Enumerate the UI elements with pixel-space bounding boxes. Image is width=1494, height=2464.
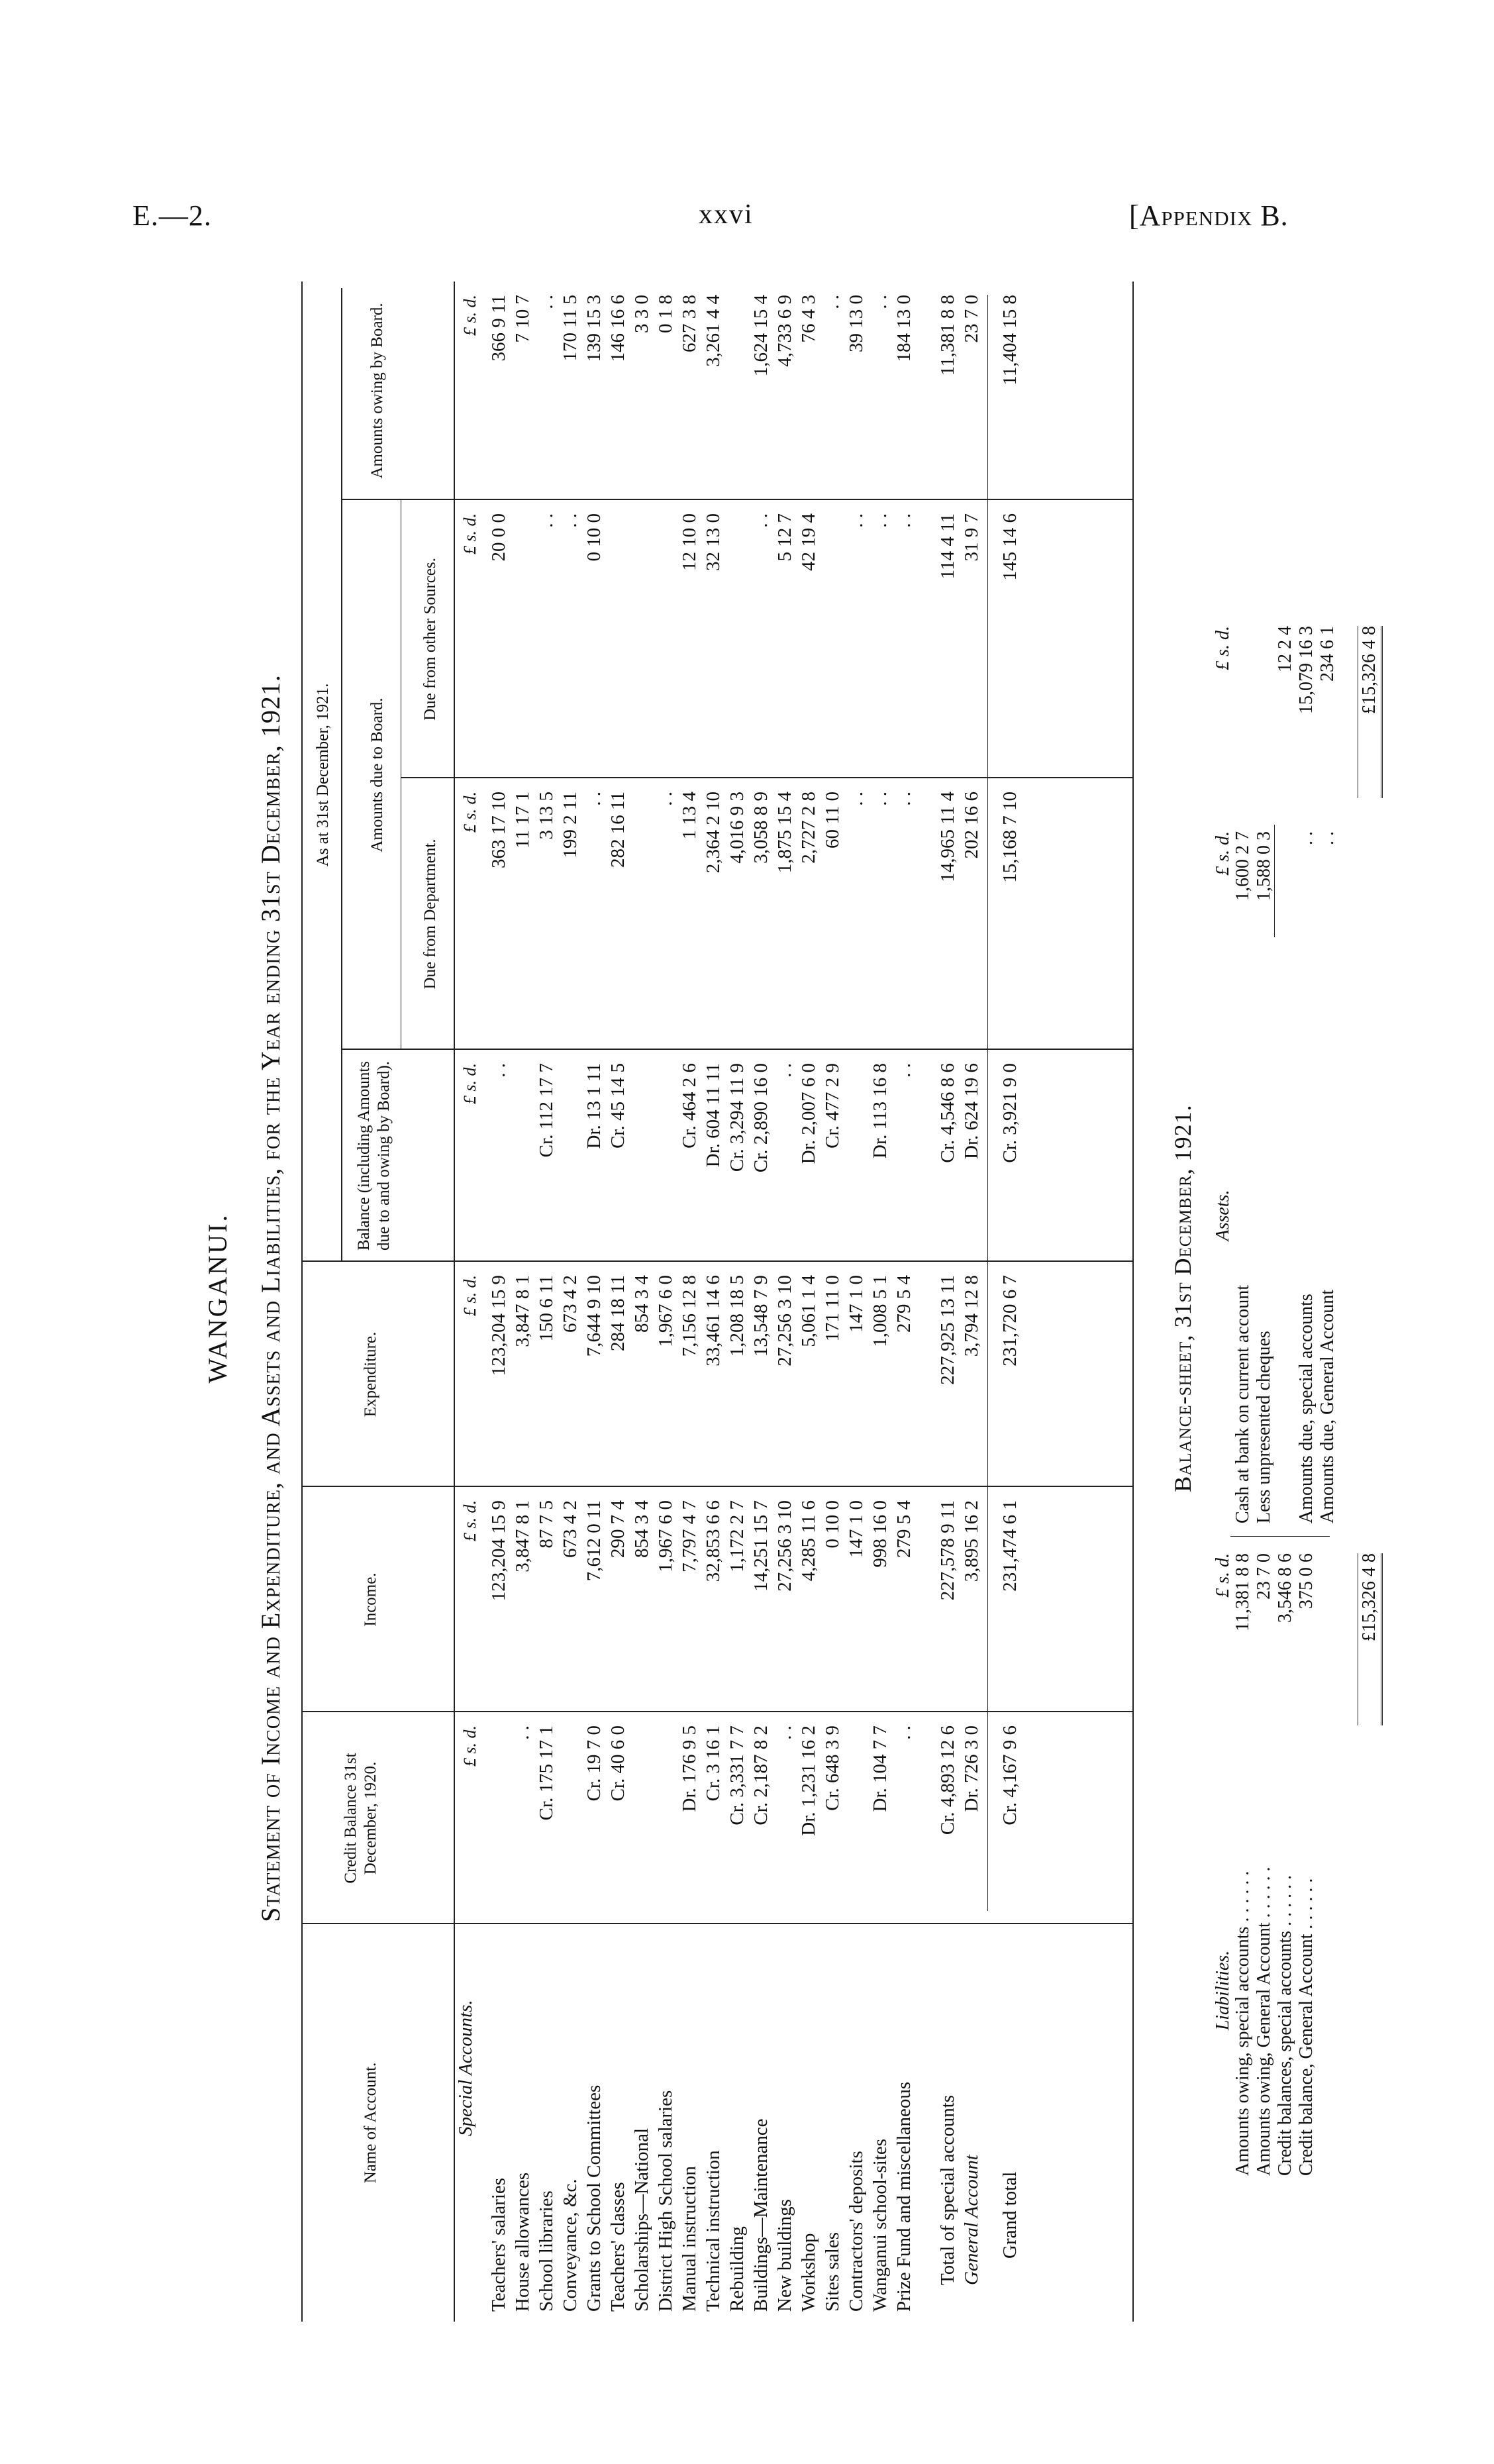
total-row bbox=[936, 282, 960, 2322]
cell-other: 114 4 11 bbox=[937, 513, 958, 580]
liab-unit-label: £ s. d. bbox=[1213, 1553, 1233, 1598]
cell-credit: Cr. 175 17 1 bbox=[536, 1725, 557, 1821]
account-name: Buildings—Maintenance bbox=[750, 2118, 772, 2312]
total-row bbox=[960, 282, 983, 2322]
unit-label-balance: £ s. d. bbox=[460, 1063, 479, 1105]
cell-income: 147 1 0 bbox=[846, 1500, 867, 1558]
liability-amount: 3,546 8 6 bbox=[1275, 1553, 1295, 1623]
account-name: Teachers' salaries bbox=[488, 2177, 509, 2312]
cell-expenditure: 147 1 0 bbox=[846, 1275, 867, 1333]
cell-other: 12 10 0 bbox=[679, 513, 700, 571]
asset-label: Amounts due, General Account bbox=[1317, 1289, 1338, 1523]
cell-dept: 1 13 4 bbox=[679, 792, 700, 840]
cell-income: 998 16 0 bbox=[870, 1500, 891, 1568]
cell-other: . . bbox=[750, 513, 772, 528]
col-expenditure-header: Expenditure. bbox=[362, 1331, 379, 1417]
cell-owing: 366 9 11 bbox=[488, 295, 509, 362]
account-name: Teachers' classes bbox=[607, 2182, 628, 2312]
cell-owing: 139 15 3 bbox=[583, 295, 605, 362]
cell-expenditure: 3,794 12 8 bbox=[961, 1275, 982, 1357]
cell-dept: 11 17 1 bbox=[512, 792, 533, 848]
cell-income: 1,172 2 7 bbox=[726, 1500, 748, 1572]
cell-expenditure: 123,204 15 9 bbox=[488, 1275, 509, 1376]
cell-credit: . . bbox=[893, 1725, 915, 1740]
cell-income: 279 5 4 bbox=[893, 1500, 915, 1558]
cell-expenditure: 673 4 2 bbox=[560, 1275, 581, 1333]
assets-total: £15,326 4 8 bbox=[1358, 626, 1383, 798]
cell-income: 7,797 4 7 bbox=[679, 1500, 700, 1572]
account-name: School libraries bbox=[536, 2190, 557, 2312]
col-as-at-header: As at 31st December, 1921. bbox=[314, 683, 332, 867]
account-name: District High School salaries bbox=[655, 2090, 676, 2312]
cell-dept: 202 16 6 bbox=[961, 792, 982, 859]
cell-balance: Cr. 3,294 11 9 bbox=[726, 1063, 748, 1172]
account-name: Grants to School Committees bbox=[583, 2084, 605, 2312]
cell-expenditure: 1,967 6 0 bbox=[655, 1275, 676, 1347]
cell-credit: Cr. 4,893 12 6 bbox=[937, 1725, 958, 1835]
table-row bbox=[725, 282, 749, 2322]
cell-owing: 4,733 6 9 bbox=[774, 295, 795, 367]
cell-dept: . . bbox=[583, 792, 605, 806]
asset-sub-amount: 1,600 2 7 bbox=[1232, 831, 1253, 901]
table-row bbox=[487, 282, 511, 2322]
cell-owing: 627 3 8 bbox=[679, 295, 700, 352]
cell-balance: Dr. 604 11 11 bbox=[703, 1063, 724, 1168]
cell-income: 290 7 4 bbox=[607, 1500, 628, 1558]
cell-income: 1,967 6 0 bbox=[655, 1500, 676, 1572]
cell-credit: Dr. 1,231 16 2 bbox=[798, 1725, 819, 1836]
page-ref: E.—2. bbox=[132, 199, 212, 232]
liability-label: Amounts owing, General Account . . . . . . bbox=[1254, 1867, 1274, 2176]
cell-income: 854 3 4 bbox=[631, 1500, 652, 1558]
cell-balance: Cr. 2,890 16 0 bbox=[750, 1063, 772, 1173]
cell-income: 27,256 3 10 bbox=[774, 1500, 795, 1592]
cell-expenditure: 279 5 4 bbox=[893, 1275, 915, 1333]
col-name-header: Name of Account. bbox=[362, 2062, 379, 2184]
cell-balance: Dr. 2,007 6 0 bbox=[798, 1063, 819, 1164]
cell-expenditure: 854 3 4 bbox=[631, 1275, 652, 1333]
table-row bbox=[654, 282, 677, 2322]
cell-credit: Dr. 726 3 0 bbox=[961, 1725, 982, 1812]
cell-income: 3,895 16 2 bbox=[961, 1500, 982, 1582]
cell-dept: 2,727 2 8 bbox=[798, 792, 819, 864]
cell-owing: 0 1 8 bbox=[655, 295, 676, 333]
table-row bbox=[749, 282, 773, 2322]
account-name: Sites sales bbox=[822, 2232, 843, 2312]
cell-income: 673 4 2 bbox=[560, 1500, 581, 1558]
cell-owing: 146 16 6 bbox=[607, 295, 628, 362]
liabilities-total: £15,326 4 8 bbox=[1358, 1553, 1383, 1725]
cell-owing: 184 13 0 bbox=[893, 295, 915, 362]
cell-dept: 199 2 11 bbox=[560, 792, 581, 858]
account-name: General Account bbox=[961, 2155, 982, 2285]
cell-dept: . . bbox=[846, 792, 867, 806]
col-owing-header: Amounts owing by Board. bbox=[368, 303, 386, 479]
cell-expenditure: 150 6 11 bbox=[536, 1275, 557, 1342]
cell-income: 4,285 11 6 bbox=[798, 1500, 819, 1582]
asset-sub-amount: . . bbox=[1317, 831, 1338, 845]
liability-label: Credit balances, special accounts . . . . . . bbox=[1275, 1874, 1295, 2176]
asset-label: Less unpresented cheques bbox=[1254, 1331, 1274, 1523]
cell-income: 14,251 15 7 bbox=[750, 1500, 772, 1592]
cell-credit: Dr. 104 7 7 bbox=[870, 1725, 891, 1812]
cell-income: 123,204 15 9 bbox=[488, 1500, 509, 1602]
cell-credit: Cr. 2,187 8 2 bbox=[750, 1725, 772, 1825]
cell-owing: . . bbox=[536, 295, 557, 309]
cell-dept: 282 16 11 bbox=[607, 792, 628, 868]
cell-other: . . bbox=[870, 513, 891, 528]
table-row bbox=[534, 282, 558, 2322]
cell-expenditure: 27,256 3 10 bbox=[774, 1275, 795, 1366]
col-amounts-due-header: Amounts due to Board. bbox=[368, 697, 386, 852]
cell-balance: Cr. 45 14 5 bbox=[607, 1063, 628, 1149]
unit-label-credit: £ s. d. bbox=[460, 1725, 479, 1767]
cell-expenditure: 1,208 18 5 bbox=[726, 1275, 748, 1357]
account-name: Technical instruction bbox=[703, 2150, 724, 2312]
cell-dept: 2,364 2 10 bbox=[703, 792, 724, 874]
cell-income: 7,612 0 11 bbox=[583, 1500, 605, 1582]
cell-other: 31 9 7 bbox=[961, 513, 982, 562]
account-name: Rebuilding bbox=[726, 2226, 748, 2312]
cell-dept: . . bbox=[870, 792, 891, 806]
table-row bbox=[844, 282, 868, 2322]
cell-credit: . . bbox=[774, 1725, 795, 1740]
unit-label-owing: £ s. d. bbox=[460, 295, 479, 336]
cell-balance: . . bbox=[774, 1063, 795, 1078]
account-name: Workshop bbox=[798, 2233, 819, 2312]
cell-owing: . . bbox=[870, 295, 891, 309]
cell-expenditure: 5,061 1 4 bbox=[798, 1275, 819, 1347]
cell-dept: 3,058 8 9 bbox=[750, 792, 772, 864]
account-name: Prize Fund and miscellaneous bbox=[893, 2081, 915, 2312]
cell-owing: . . bbox=[822, 295, 843, 309]
col-balance-header: Balance (including Amounts due to and owing by Board). bbox=[355, 1060, 393, 1251]
asset-sub-amount: . . bbox=[1296, 831, 1317, 845]
cell-dept: . . bbox=[893, 792, 915, 806]
liability-amount: 11,381 8 8 bbox=[1232, 1553, 1253, 1631]
cell-owing: 3,261 4 4 bbox=[703, 295, 724, 367]
appendix-label: [Appendix B. bbox=[1129, 199, 1289, 232]
cell-other: 145 14 6 bbox=[999, 513, 1021, 581]
cell-dept: 363 17 10 bbox=[488, 792, 509, 868]
cell-owing: 23 7 0 bbox=[961, 295, 982, 343]
cell-owing: 170 11 5 bbox=[560, 295, 581, 362]
cell-owing: 11,404 15 8 bbox=[999, 295, 1021, 385]
table-row bbox=[821, 282, 844, 2322]
cell-other: 20 0 0 bbox=[488, 513, 509, 562]
cell-income: 32,853 6 6 bbox=[703, 1500, 724, 1582]
cell-expenditure: 284 18 11 bbox=[607, 1275, 628, 1351]
liability-label: Credit balance, General Account . . . . . . bbox=[1296, 1878, 1317, 2176]
cell-balance: Dr. 13 1 11 bbox=[583, 1063, 605, 1149]
table-row bbox=[606, 282, 630, 2322]
cell-expenditure: 1,008 5 1 bbox=[870, 1275, 891, 1347]
cell-expenditure: 171 11 0 bbox=[822, 1275, 843, 1342]
cell-dept: 15,168 7 10 bbox=[999, 792, 1021, 883]
cell-expenditure: 7,644 9 10 bbox=[583, 1275, 605, 1357]
cell-dept: 4,016 9 3 bbox=[726, 792, 748, 864]
cell-dept: . . bbox=[655, 792, 676, 806]
balance-sheet-title: Balance-sheet, 31st December, 1921. bbox=[1170, 1104, 1196, 1492]
asset-sub-amount: 1,588 0 3 bbox=[1254, 831, 1274, 901]
cell-dept: 1,875 15 4 bbox=[774, 792, 795, 874]
asset-unit-label: £ s. d. bbox=[1213, 626, 1233, 670]
cell-dept: 14,965 11 4 bbox=[937, 792, 958, 882]
table-row bbox=[511, 282, 534, 2322]
col-due-other-header: Due from other Sources. bbox=[421, 558, 439, 721]
page-number: xxvi bbox=[699, 199, 754, 230]
table-row bbox=[677, 282, 701, 2322]
cell-other: . . bbox=[560, 513, 581, 528]
cell-other: 0 10 0 bbox=[583, 513, 605, 562]
table-row bbox=[701, 282, 725, 2322]
asset-amount: 234 6 1 bbox=[1317, 626, 1338, 682]
cell-expenditure: 13,548 7 9 bbox=[750, 1275, 772, 1357]
cell-other: 42 19 4 bbox=[798, 513, 819, 571]
table-row bbox=[868, 282, 892, 2322]
asset-sub-unit-label: £ s. d. bbox=[1213, 831, 1233, 876]
cell-credit: Cr. 3 16 1 bbox=[703, 1725, 724, 1802]
account-name: Grand total bbox=[999, 2171, 1021, 2259]
liability-amount: 375 0 6 bbox=[1296, 1553, 1317, 1609]
cell-owing: 11,381 8 8 bbox=[937, 295, 958, 376]
cell-income: 231,474 6 1 bbox=[999, 1500, 1021, 1592]
col-due-dept-header: Due from Department. bbox=[421, 839, 439, 990]
account-name: Manual instruction bbox=[679, 2166, 700, 2312]
cell-owing: 3 3 0 bbox=[631, 295, 652, 333]
account-name: House allowances bbox=[512, 2172, 533, 2312]
cell-owing: 76 4 3 bbox=[798, 295, 819, 343]
cell-credit: Cr. 40 6 0 bbox=[607, 1725, 628, 1802]
cell-owing: 7 10 7 bbox=[512, 295, 533, 343]
cell-dept: 3 13 5 bbox=[536, 792, 557, 840]
unit-label-expenditure: £ s. d. bbox=[460, 1275, 479, 1317]
table-row bbox=[797, 282, 821, 2322]
table-row bbox=[773, 282, 797, 2322]
cell-balance: Cr. 112 17 7 bbox=[536, 1063, 557, 1158]
cell-credit: . . bbox=[512, 1725, 533, 1740]
liability-label: Amounts owing, special accounts . . . . . . bbox=[1232, 1871, 1253, 2176]
cell-owing: 39 13 0 bbox=[846, 295, 867, 352]
cell-balance: Cr. 4,546 8 6 bbox=[937, 1063, 958, 1163]
account-name: New buildings bbox=[774, 2199, 795, 2312]
table-row bbox=[630, 282, 654, 2322]
account-name: Conveyance, &c. bbox=[560, 2179, 581, 2312]
account-name: Contractors' deposits bbox=[846, 2151, 867, 2312]
asset-label: Cash at bank on current account bbox=[1232, 1285, 1253, 1523]
cell-dept: 60 11 0 bbox=[822, 792, 843, 848]
unit-label-dept: £ s. d. bbox=[460, 792, 479, 833]
account-name: Scholarships—National bbox=[631, 2128, 652, 2312]
cell-expenditure: 231,720 6 7 bbox=[999, 1275, 1021, 1366]
cell-balance: Dr. 113 16 8 bbox=[870, 1063, 891, 1158]
cell-other: . . bbox=[536, 513, 557, 528]
cell-expenditure: 7,156 12 8 bbox=[679, 1275, 700, 1357]
cell-other: 5 12 7 bbox=[774, 513, 795, 562]
cell-credit: Cr. 19 7 0 bbox=[583, 1725, 605, 1802]
cell-expenditure: 33,461 14 6 bbox=[703, 1275, 724, 1366]
table-row bbox=[582, 282, 606, 2322]
cell-income: 87 7 5 bbox=[536, 1500, 557, 1549]
account-name: Total of special accounts bbox=[937, 2094, 958, 2285]
cell-income: 3,847 8 1 bbox=[512, 1500, 533, 1572]
cell-expenditure: 3,847 8 1 bbox=[512, 1275, 533, 1347]
cell-balance: Cr. 477 2 9 bbox=[822, 1063, 843, 1149]
table-row bbox=[558, 282, 582, 2322]
account-name: Wanganui school-sites bbox=[870, 2138, 891, 2312]
assets-heading: Assets. bbox=[1213, 1190, 1233, 1241]
cell-income: 227,578 9 11 bbox=[937, 1500, 958, 1601]
table-row bbox=[892, 282, 916, 2322]
asset-label: Amounts due, special accounts bbox=[1296, 1294, 1317, 1523]
col-income-header: Income. bbox=[362, 1572, 379, 1627]
cell-credit: Cr. 4,167 9 6 bbox=[999, 1725, 1021, 1825]
cell-balance: . . bbox=[893, 1063, 915, 1078]
unit-label-other: £ s. d. bbox=[460, 513, 479, 555]
cell-expenditure: 227,925 13 11 bbox=[937, 1275, 958, 1385]
col-credit-header: Credit Balance 31st December, 1920. bbox=[342, 1753, 379, 1884]
rotated-statement bbox=[162, 255, 1379, 2341]
cell-credit: Cr. 648 3 9 bbox=[822, 1725, 843, 1811]
unit-label-income: £ s. d. bbox=[460, 1500, 479, 1542]
cell-owing: 1,624 15 4 bbox=[750, 295, 772, 377]
cell-balance: Dr. 624 19 6 bbox=[961, 1063, 982, 1159]
cell-credit: Cr. 3,331 7 7 bbox=[726, 1725, 748, 1825]
cell-balance: . . bbox=[488, 1063, 509, 1078]
statement-title: Statement of Income and Expenditure, and Assets and Liabilities, for the Year ending 31st December, 1921. bbox=[256, 674, 285, 1922]
liability-amount: 23 7 0 bbox=[1254, 1553, 1274, 1600]
section-label: Special Accounts. bbox=[455, 2000, 476, 2136]
cell-credit: Dr. 176 9 5 bbox=[679, 1725, 700, 1812]
cell-other: . . bbox=[846, 513, 867, 528]
cell-balance: Cr. 464 2 6 bbox=[679, 1063, 700, 1149]
cell-balance: Cr. 3,921 9 0 bbox=[999, 1063, 1021, 1163]
asset-amount: 15,079 16 3 bbox=[1296, 626, 1317, 714]
region-title: WANGANUI. bbox=[203, 1213, 232, 1384]
cell-other: 32 13 0 bbox=[703, 513, 724, 571]
grand-total-row bbox=[998, 282, 1022, 2322]
asset-amount: 12 2 4 bbox=[1275, 626, 1295, 672]
cell-other: . . bbox=[893, 513, 915, 528]
cell-income: 0 10 0 bbox=[822, 1500, 843, 1549]
liabilities-heading: Liabilities. bbox=[1213, 1950, 1233, 2031]
